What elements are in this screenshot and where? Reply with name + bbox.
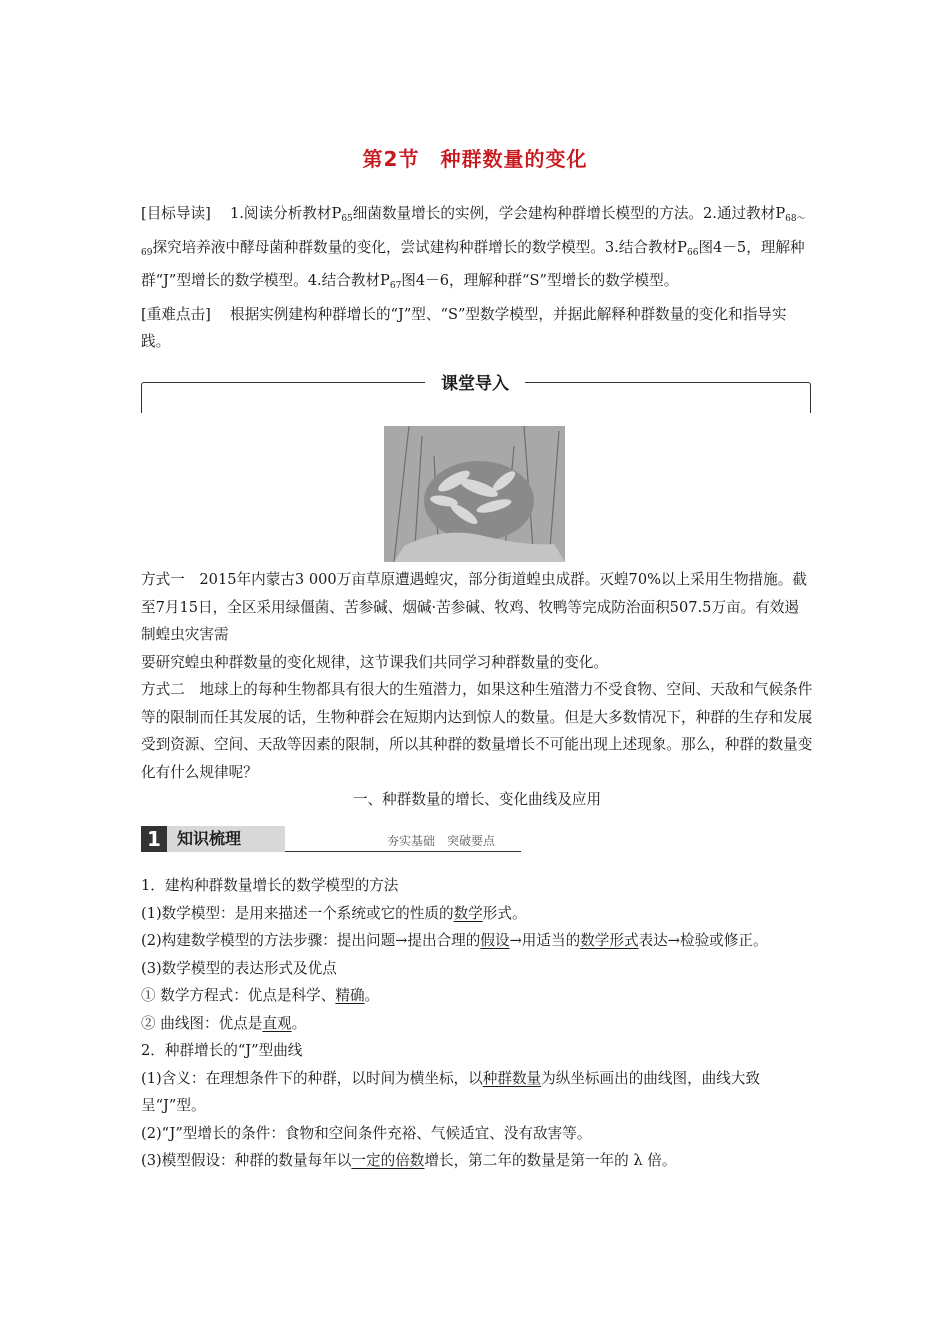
banner-number: 1 bbox=[141, 826, 167, 852]
locust-photo bbox=[384, 426, 565, 562]
method-two-paragraph: 方式二 地球上的每种生物都具有很大的生殖潜力，如果这种生殖潜力不受食物、空间、天敌和气候条件等的限制而任其发展的话，生物种群会在短期内达到惊人的数量。但是大多数情况下，种群的生存和发展受到资源、空间、天敌等因素的限制，所以其种群的数量增长不可能出现上述现象。那么，种群的数量变化有什么规律呢？ bbox=[141, 681, 813, 781]
objectives-paragraph bbox=[141, 200, 813, 301]
objectives-text: 细菌数量增长的实例，学会建构种群增长模型的方法。2.通过教材P bbox=[352, 205, 786, 222]
page-subscript: 65 bbox=[341, 214, 353, 224]
text-span: ② 曲线图：优点是 bbox=[141, 1014, 263, 1032]
knowledge-item bbox=[141, 982, 813, 1010]
answer-underlined: 一定的倍数 bbox=[351, 1152, 425, 1169]
method-one-continuation: 要研究蝗虫种群数量的变化规律，这节课我们共同学习种群数量的变化。 bbox=[141, 653, 609, 671]
text-span: 增长，第二年的数量是第一年的 λ 倍。 bbox=[424, 1152, 677, 1169]
key-points-paragraph bbox=[141, 301, 813, 356]
objectives-text: 1.阅读分析教材P bbox=[230, 205, 342, 222]
objectives-label: [目标导读] bbox=[141, 205, 211, 222]
answer-underlined: 数学形式 bbox=[580, 932, 639, 949]
knowledge-item: (2)“J”型增长的条件：食物和空间条件充裕、气候适宜、没有敌害等。 bbox=[141, 1124, 592, 1142]
page-title: 第2节 种群数量的变化 bbox=[362, 147, 588, 171]
page-subscript: 68～69 bbox=[141, 214, 806, 258]
answer-underlined: 精确 bbox=[335, 987, 365, 1004]
banner-divider bbox=[285, 851, 521, 852]
section-heading: 课堂导入 bbox=[425, 369, 525, 394]
text-span: 为纵坐标画出的曲线图，曲线大致呈“J”型。 bbox=[141, 1069, 761, 1114]
text-span: 。 bbox=[291, 1014, 307, 1032]
knowledge-item bbox=[141, 1147, 813, 1175]
intro-block bbox=[141, 566, 813, 814]
knowledge-heading-1: 1．建构种群数量增长的数学模型的方法 bbox=[141, 877, 399, 894]
answer-underlined: 直观 bbox=[262, 1014, 292, 1032]
knowledge-item bbox=[141, 900, 813, 928]
page-subscript: 66 bbox=[686, 247, 699, 258]
objectives-text: 图4－5，理解种群“J”型增长的数学模型。4.结合教材P bbox=[141, 238, 805, 289]
text-span: 形式。 bbox=[482, 904, 527, 922]
text-span: 。 bbox=[364, 987, 380, 1004]
objectives-block bbox=[141, 200, 813, 356]
knowledge-item bbox=[141, 1065, 813, 1120]
text-span: ① 数学方程式：优点是科学、 bbox=[141, 987, 336, 1004]
text-span: (2)构建数学模型的方法步骤：提出问题→提出合理的 bbox=[141, 932, 481, 949]
text-span: (1)数学模型：是用来描述一个系统或它的性质的 bbox=[141, 904, 454, 922]
subheading: 一、种群数量的增长、变化曲线及应用 bbox=[352, 791, 602, 808]
text-span: (3)模型假设：种群的数量每年以 bbox=[141, 1152, 352, 1169]
banner-subtitle: 夯实基础 突破要点 bbox=[387, 834, 496, 848]
key-points-text: 根据实例建构种群增长的“J”型、“S”型数学模型，并据此解释种群数量的变化和指导实践。 bbox=[141, 305, 787, 350]
knowledge-block bbox=[141, 872, 813, 1175]
answer-underlined: 假设 bbox=[480, 932, 510, 949]
text-span: →用适当的 bbox=[509, 932, 581, 949]
answer-underlined: 数学 bbox=[453, 904, 483, 922]
page-subscript: 67 bbox=[389, 281, 402, 291]
banner-title: 知识梳理 bbox=[167, 826, 285, 852]
text-span: 表达→检验或修正。 bbox=[638, 932, 768, 949]
knowledge-banner bbox=[141, 826, 521, 854]
objectives-text: 探究培养液中酵母菌种群数量的变化，尝试建构种群增长的数学模型。3.结合教材P bbox=[152, 238, 687, 256]
objectives-text: 图4－6，理解种群“S”型增长的数学模型。 bbox=[401, 272, 679, 289]
text-span: (1)含义：在理想条件下的种群，以时间为横坐标，以 bbox=[141, 1069, 483, 1087]
knowledge-item: (3)数学模型的表达形式及优点 bbox=[141, 959, 337, 977]
knowledge-item bbox=[141, 927, 813, 955]
knowledge-item bbox=[141, 1010, 813, 1038]
answer-underlined: 种群数量 bbox=[482, 1069, 542, 1087]
key-points-label: [重难点击] bbox=[141, 305, 211, 323]
method-one-paragraph: 方式一 2015年内蒙古3 000万亩草原遭遇蝗灾，部分街道蝗虫成群。灭蝗70%以上采用生物措施。截至7月15日，全区采用绿僵菌、苦参碱、烟碱·苦参碱、牧鸡、牧鸭等完成防治面积507.5万亩。有效遏制蝗虫灾害需 bbox=[141, 571, 807, 643]
knowledge-heading-2: 2．种群增长的“J”型曲线 bbox=[141, 1042, 303, 1059]
